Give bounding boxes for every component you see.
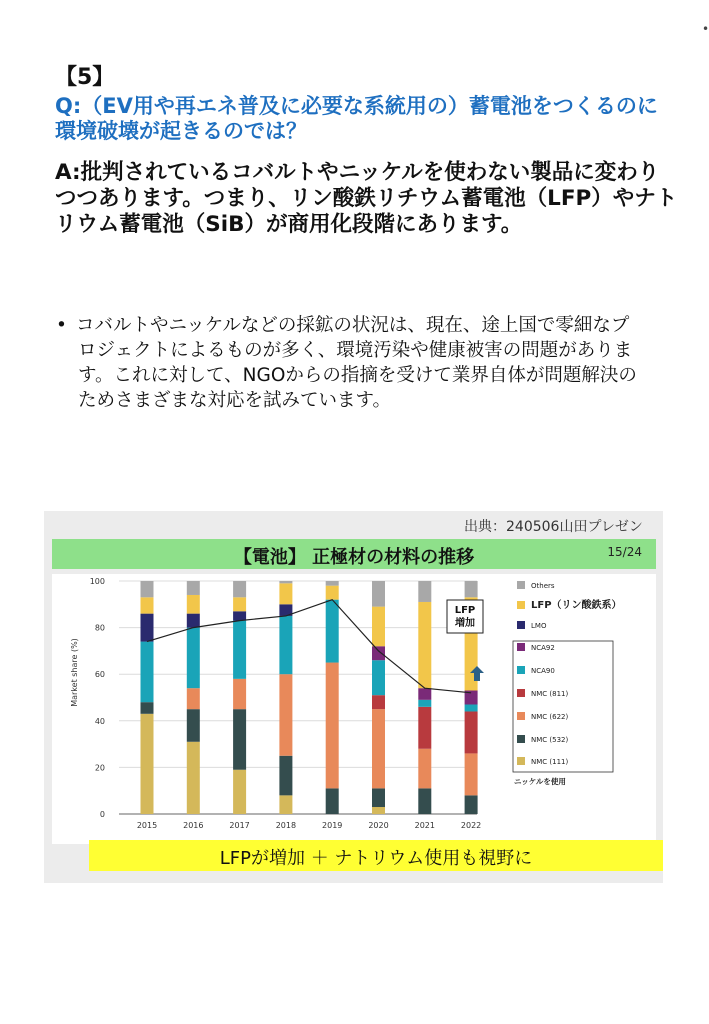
bar-segment [465,581,478,597]
answer-text: A:批判されているコバルトやニッケルを使わない製品に変わりつつあります。つまり、リン酸鉄リチウム蓄電池（LFP）やナトリウム蓄電池（SiB）が商用化段階にあります。 [55,160,678,237]
bar-segment [187,742,200,814]
legend-swatch [517,643,525,651]
bar-segment [141,581,154,597]
bar-segment [326,581,339,586]
x-tick-label: 2022 [460,821,482,830]
bar-segment [465,795,478,814]
slide-source: 出典：240506山田プレゼン [464,519,643,535]
bar-segment [418,749,431,789]
bar-segment [233,770,246,814]
bar-segment [326,788,339,814]
bar-segment [279,674,292,756]
bar-segment [141,714,154,814]
legend-label: NCA90 [531,667,555,675]
bar-segment [233,709,246,770]
bar-segment [279,756,292,796]
summary-banner [89,840,663,871]
legend-swatch [517,712,525,720]
bar-segment [418,581,431,602]
bar-segment [187,688,200,709]
x-tick-label: 2021 [414,821,435,830]
bar-segment [418,688,431,700]
x-tick-label: 2019 [322,821,343,830]
legend-label: NMC (622) [531,713,569,721]
bar-segment [418,700,431,707]
bar-segment [141,597,154,613]
bar-segment [279,581,292,583]
bar-segment [187,581,200,595]
bar-segment [418,788,431,814]
bullet-text: コバルトやニッケルなどの採鉱の状況は、現在、途上国で零細なプロジェクトによるものが多く、環境汚染や健康被害の問題があります。これに対して、NGOからの指摘を受けて業界自体が問題解決のためさまざまな対応を試みています。 [76,315,637,411]
bar-segment [372,646,385,660]
legend-swatch [517,689,525,697]
legend-swatch [517,581,525,589]
question-text: Q:（EV用や再エネ普及に必要な系統用の）蓄電池をつくるのに環境破壊が起きるのでは？ [55,94,658,143]
bar-segment [233,611,246,620]
y-tick-label: 60 [94,670,105,680]
y-tick-label: 20 [94,763,105,773]
bar-segment [187,709,200,742]
legend-swatch [517,757,525,765]
bar-segment [326,586,339,600]
bar-segment [279,616,292,674]
bar-segment [141,702,154,714]
annotation-text: 増加 [455,618,475,629]
bar-segment [326,600,339,663]
bar-segment [372,788,385,807]
bar-segment [279,583,292,604]
bar-segment [233,581,246,597]
corner-mark: • [702,22,709,36]
legend-swatch [517,735,525,743]
summary-banner-text: LFPが増加 ＋ ナトリウム使用も視野に [219,848,533,869]
bullet-marker: • [56,315,67,336]
slide-title: 【電池】 正極材の材料の推移 [233,547,475,568]
x-tick-label: 2015 [136,821,158,830]
x-tick-label: 2016 [183,821,204,830]
bar-segment [141,642,154,703]
nickel-note: ニッケルを使用 [514,777,566,786]
bar-segment [372,807,385,814]
legend-swatch [517,601,525,609]
bar-segment [418,707,431,749]
legend-swatch [517,666,525,674]
legend-label: LFP（リン酸鉄系） [531,600,622,611]
bar-segment [372,607,385,647]
embedded-slide [44,511,663,883]
slide-title-bar [52,539,656,569]
legend-label: LMO [531,622,547,630]
cathode-share-chart [52,574,656,844]
bar-segment [233,679,246,709]
bar-segment [187,595,200,614]
bar-segment [372,695,385,709]
x-tick-label: 2018 [275,821,297,830]
y-tick-label: 100 [89,577,105,586]
legend-swatch [517,621,525,629]
bullet-paragraph [56,313,646,413]
x-tick-label: 2020 [368,821,389,830]
annotation-text: LFP [454,605,476,616]
y-tick-label: 0 [99,810,105,819]
bar-segment [465,753,478,795]
bar-segment [326,663,339,789]
slide-page-number: 15/24 [607,545,642,559]
bar-segment [418,602,431,688]
bar-segment [465,711,478,753]
bar-segment [141,614,154,642]
legend-label: NMC (532) [531,736,569,744]
legend-label: NCA92 [531,644,555,652]
y-tick-label: 80 [94,623,105,633]
bar-segment [279,795,292,814]
legend-label: NMC (811) [531,690,569,698]
bar-segment [372,581,385,607]
legend-label: Others [531,582,555,590]
bar-segment [187,628,200,689]
chart-area [52,574,656,844]
bar-segment [187,614,200,628]
section-number: 【5】 [55,65,115,90]
bar-segment [233,597,246,611]
bar-segment [372,709,385,788]
legend-label: NMC (111) [531,758,569,766]
x-tick-label: 2017 [229,821,250,830]
bar-segment [465,704,478,711]
y-tick-label: 40 [94,716,105,726]
y-axis-label: Market share (%) [70,638,79,707]
bar-segment [233,621,246,679]
nickel-group-box [513,641,613,772]
bar-segment [372,660,385,695]
